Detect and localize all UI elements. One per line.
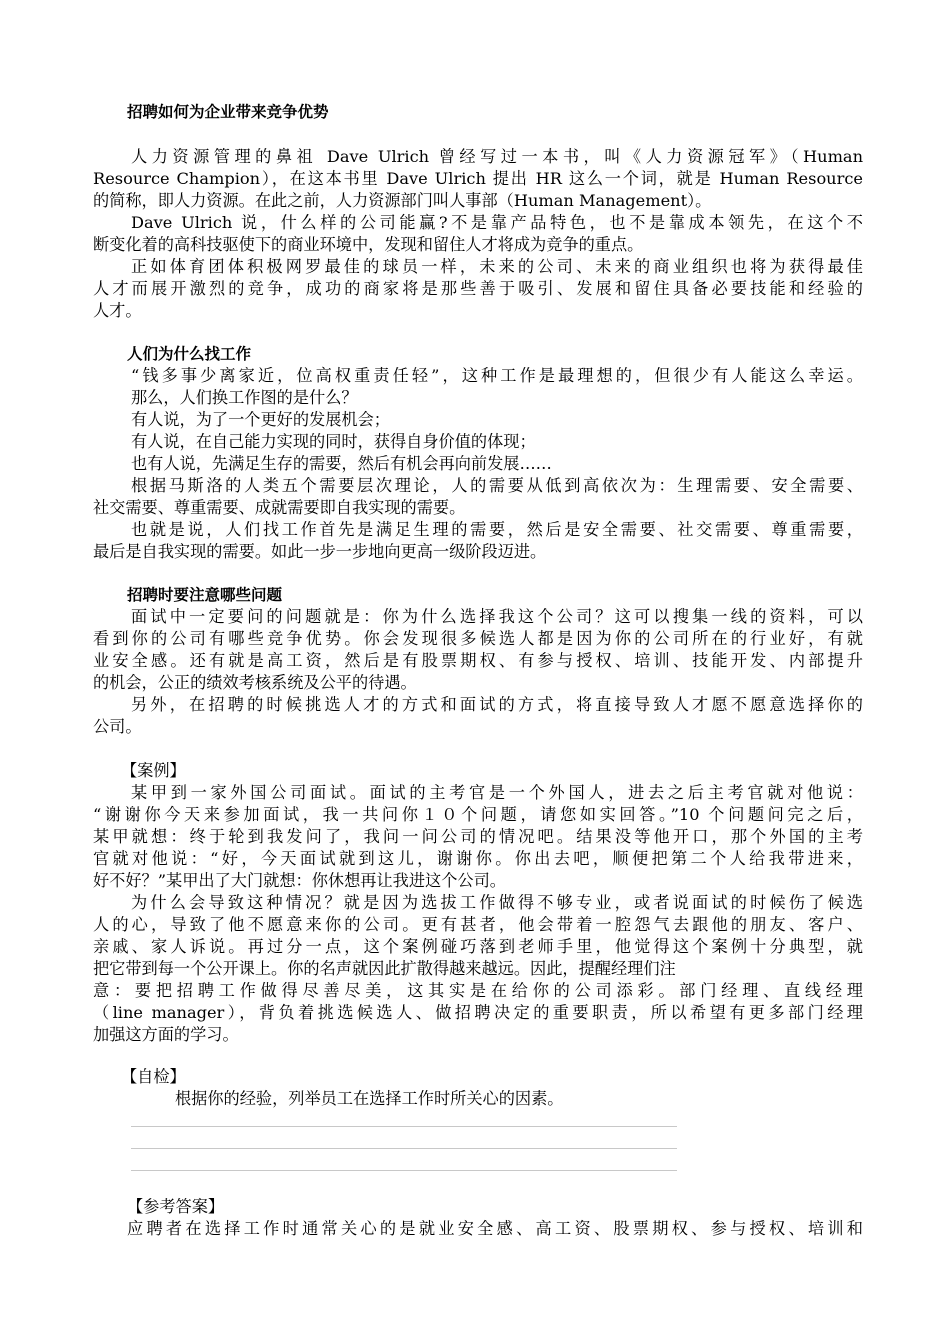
paragraph-line: 把它带到每一个公开课上。你的名声就因此扩散得越来越远。因此，提醒经理们注	[93, 959, 676, 978]
paragraph-line: 公司。	[93, 717, 142, 736]
paragraph-line: 人力资源管理的鼻祖 Dave Ulrich 曾经写过一本书，叫《人力资源冠军》（Human	[131, 147, 863, 166]
paragraph-line: 人的心，导致了他不愿意来你的公司。更有甚者，他会带着一腔怨气去跟他的朋友、客户、	[93, 915, 863, 934]
paragraph-line: 最后是自我实现的需要。如此一步一步地向更高一级阶段迈进。	[93, 542, 547, 561]
paragraph-line: 断变化着的高科技驱使下的商业环境中，发现和留住人才将成为竞争的重点。	[93, 235, 644, 254]
paragraph-line: Dave Ulrich 说，什么样的公司能赢?不是靠产品特色，也不是靠成本领先，在这个不	[131, 213, 863, 232]
paragraph-line: 那么，人们换工作图的是什么？	[131, 388, 358, 407]
paragraph-line: 加强这方面的学习。	[93, 1025, 239, 1044]
paragraph-line: 为什么会导致这种情况？就是因为选拔工作做得不够专业，或者说面试的时候伤了候选	[131, 893, 863, 912]
paragraph-line: “钱多事少离家近，位高权重责任轻”，这种工作是最理想的，但很少有人能这么幸运。	[131, 366, 863, 385]
paragraph-line: 官就对他说：“好，今天面试就到这儿，谢谢你。你出去吧，顺便把第二个人给我带进来，	[93, 849, 863, 868]
answer-blank-line	[131, 1170, 677, 1171]
answer-text: 应聘者在选择工作时通常关心的是就业安全感、高工资、股票期权、参与授权、培训和	[127, 1219, 863, 1238]
paragraph-line: 的机会，公正的绩效考核系统及公平的待遇。	[93, 673, 417, 692]
answer-blank-line	[131, 1126, 677, 1127]
paragraph-line: 根据马斯洛的人类五个需要层次理论，人的需要从低到高依次为：生理需要、安全需要、	[131, 476, 863, 495]
case-label: 【案例】	[121, 761, 186, 780]
document-title: 招聘如何为企业带来竞争优势	[127, 103, 329, 121]
paragraph-line: （line manager），背负着挑选候选人、做招聘决定的重要职责，所以希望有更多部门经理	[93, 1003, 863, 1022]
paragraph-line: 的简称，即人力资源。在此之前，人力资源部门叫人事部（Human Management）。	[93, 191, 712, 210]
paragraph-line: “谢谢你今天来参加面试，我一共问你１０个问题，请您如实回答。”10 个问题问完之后，	[93, 805, 863, 824]
paragraph-line: 业安全感。还有就是高工资，然后是有股票期权、有参与授权、培训、技能开发、内部提升	[93, 651, 863, 670]
paragraph-line: 看到你的公司有哪些竞争优势。你会发现很多候选人都是因为你的公司所在的行业好，有就	[93, 629, 863, 648]
paragraph-line: 亲戚、家人诉说。再过分一点，这个案例碰巧落到老师手里，他觉得这个案例十分典型，就	[93, 937, 863, 956]
paragraph-line: 某甲到一家外国公司面试。面试的主考官是一个外国人，进去之后主考官就对他说：	[131, 783, 863, 802]
paragraph-line: 某甲就想：终于轮到我发问了，我问一问公司的情况吧。结果没等他开口，那个外国的主考	[93, 827, 863, 846]
paragraph-line: 社交需要、尊重需要、成就需要即自我实现的需要。	[93, 498, 466, 517]
paragraph-line: 有人说，为了一个更好的发展机会；	[131, 410, 390, 429]
paragraph-line: 也有人说，先满足生存的需要，然后有机会再向前发展……	[131, 454, 552, 473]
paragraph-line: 意：要把招聘工作做得尽善尽美，这其实是在给你的公司添彩。部门经理、直线经理	[93, 981, 863, 1000]
answer-blank-line	[131, 1148, 677, 1149]
paragraph-line: 好不好？”某甲出了大门就想：你休想再让我进这个公司。	[93, 871, 506, 890]
paragraph-line: 有人说，在自己能力实现的同时，获得自身价值的体现；	[131, 432, 536, 451]
paragraph-line: 人才而展开激烈的竞争，成功的商家将是那些善于吸引、发展和留住具备必要技能和经验的	[93, 279, 863, 298]
section-heading: 招聘时要注意哪些问题	[127, 586, 283, 604]
section-heading: 人们为什么找工作	[127, 345, 252, 363]
paragraph-line: Resource Champion），在这本书里 Dave Ulrich 提出 HR 这么一个词，就是 Human Resource	[93, 169, 863, 188]
paragraph-line: 也就是说，人们找工作首先是满足生理的需要，然后是安全需要、社交需要、尊重需要，	[131, 520, 863, 539]
selfcheck-question: 根据你的经验，列举员工在选择工作时所关心的因素。	[175, 1089, 564, 1108]
answer-label: 【参考答案】	[127, 1197, 225, 1216]
paragraph-line: 人才。	[93, 301, 142, 320]
paragraph-line: 正如体育团体积极网罗最佳的球员一样，未来的公司、未来的商业组织也将为获得最佳	[131, 257, 863, 276]
paragraph-line: 面试中一定要问的问题就是：你为什么选择我这个公司？这可以搜集一线的资料，可以	[131, 607, 863, 626]
selfcheck-label: 【自检】	[121, 1067, 186, 1086]
paragraph-line: 另外，在招聘的时候挑选人才的方式和面试的方式，将直接导致人才愿不愿意选择你的	[131, 695, 863, 714]
